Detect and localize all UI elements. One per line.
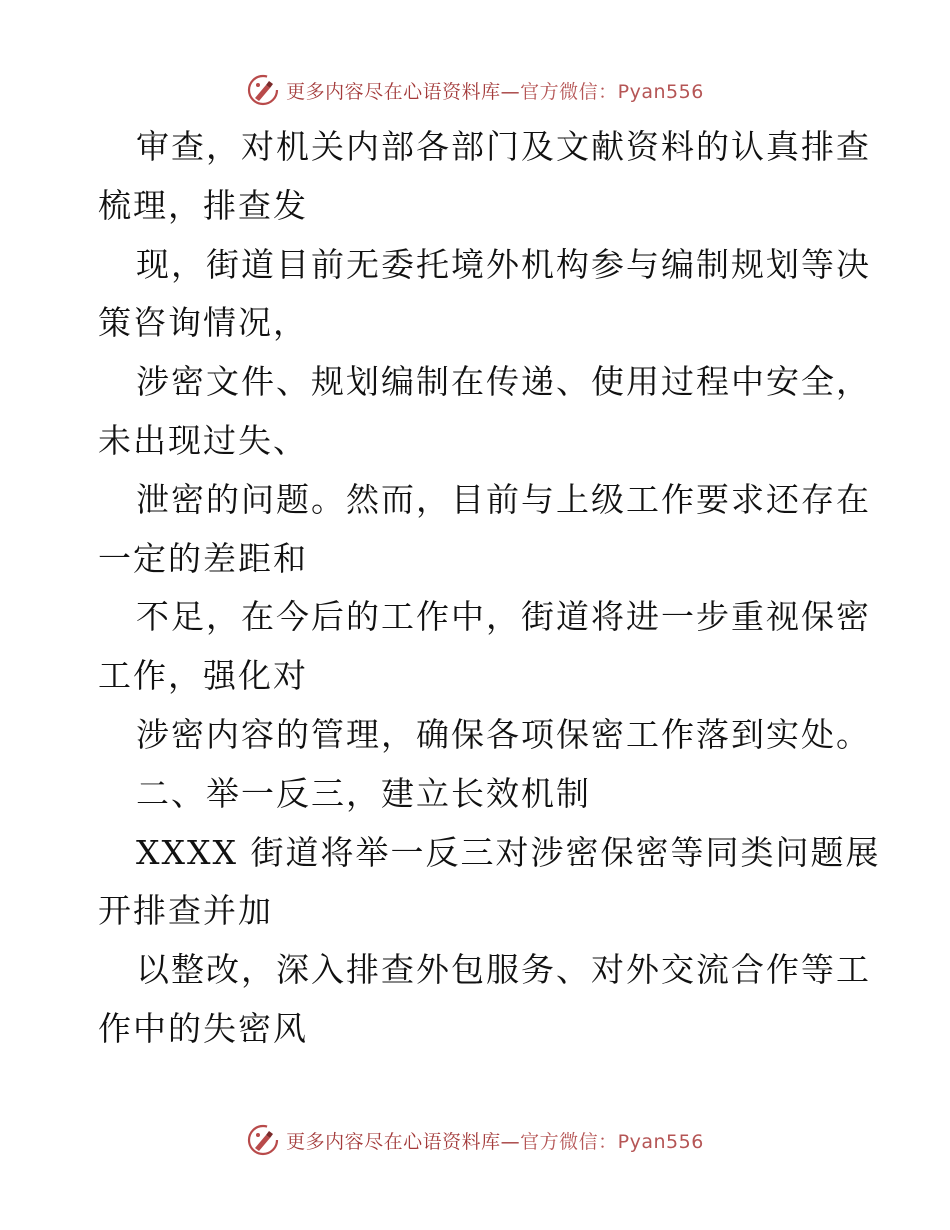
watermark-text <box>286 1127 704 1154</box>
text-line: 不足，在今后的工作中，街道将进一步重视保密 <box>136 597 871 637</box>
text-line: 涉密内容的管理，确保各项保密工作落到实处。 <box>136 714 871 754</box>
text-line: 未出现过失、 <box>98 420 308 460</box>
text-line: 现，街道目前无委托境外机构参与编制规划等决 <box>136 244 871 284</box>
document-body <box>98 118 881 1059</box>
text-line: 开排查并加 <box>98 891 273 931</box>
text-line: 梳理，排查发 <box>98 185 308 225</box>
pen-logo-icon <box>246 73 280 107</box>
watermark-site: 更多内容尽在心语资料库— <box>286 80 521 103</box>
text-line: 以整改，深入排查外包服务、对外交流合作等工 <box>136 950 871 990</box>
section-heading: 二、举一反三，建立长效机制 <box>136 773 591 813</box>
watermark-site: 更多内容尽在心语资料库— <box>286 1130 521 1153</box>
text-line: 作中的失密风 <box>98 1008 308 1048</box>
text-line: XXXX 街道将举一反三对涉密保密等同类问题展 <box>136 832 881 872</box>
text-line: 工作，强化对 <box>98 656 308 696</box>
watermark-wechat: 官方微信：Pyan556 <box>520 80 704 103</box>
text-line: 涉密文件、规划编制在传递、使用过程中安全， <box>136 362 871 402</box>
watermark-text <box>286 77 704 104</box>
text-line: 一定的差距和 <box>98 538 308 578</box>
text-line: 审查，对机关内部各部门及文献资料的认真排查 <box>136 127 871 166</box>
text-line: 策咨询情况， <box>98 303 308 343</box>
header-watermark-banner <box>0 70 950 110</box>
text-line: 泄密的问题。然而，目前与上级工作要求还存在 <box>136 479 871 519</box>
pen-logo-icon <box>246 1123 280 1157</box>
footer-watermark-banner <box>0 1120 950 1160</box>
watermark-wechat: 官方微信：Pyan556 <box>520 1130 704 1153</box>
